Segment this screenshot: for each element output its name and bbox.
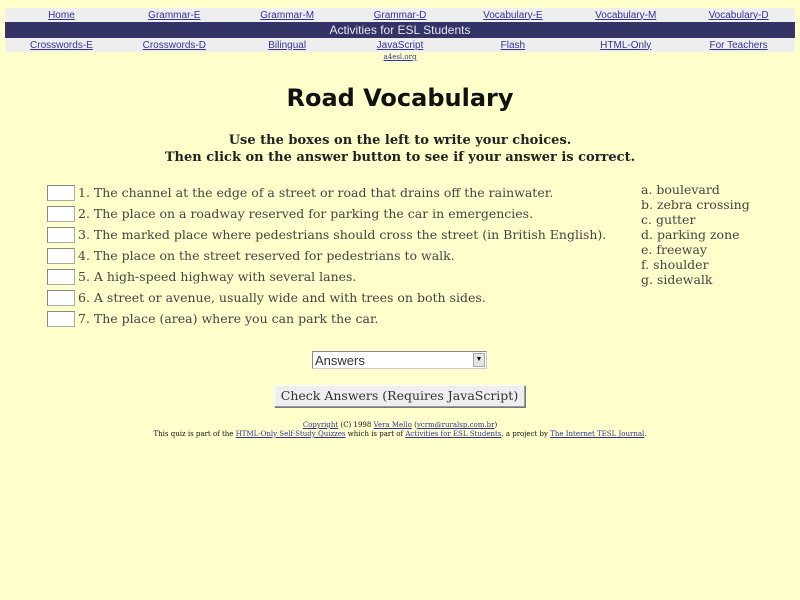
question-text: 2. The place on a roadway reserved for parking the car in emergencies. xyxy=(78,206,534,221)
question-text: 5. A high-speed highway with several lanes. xyxy=(78,269,357,284)
answer-input-1[interactable] xyxy=(47,185,75,201)
answer-input-6[interactable] xyxy=(47,290,75,306)
answer-input-3[interactable] xyxy=(47,227,75,243)
question-row xyxy=(47,266,606,287)
question-row xyxy=(47,224,606,245)
footer xyxy=(0,421,800,439)
choice-item: b. zebra crossing xyxy=(641,197,750,212)
nav-link-for-teachers[interactable]: For Teachers xyxy=(709,39,768,51)
choice-item: g. sidewalk xyxy=(641,272,713,287)
choice-item: e. freeway xyxy=(641,242,707,257)
answer-input-2[interactable] xyxy=(47,206,75,222)
answers-select[interactable] xyxy=(312,351,487,369)
nav-link-grammar-m[interactable]: Grammar-M xyxy=(260,9,315,21)
answers-select-value: Answers xyxy=(315,352,365,368)
question-row xyxy=(47,182,606,203)
second-nav-row xyxy=(5,38,795,52)
instructions-line-2: Then click on the answer button to see if your answer is correct. xyxy=(164,150,636,165)
question-text: 6. A street or avenue, usually wide and with trees on both sides. xyxy=(78,290,486,305)
question-text: 4. The place on the street reserved for pedestrians to walk. xyxy=(78,248,455,263)
footer-line-2: This quiz is part of the HTML-Only Self-Study Quizzes which is part of Activities for ESL Students, a project by The Internet TESL Journal. xyxy=(153,430,647,438)
copyright-link[interactable]: Copyright xyxy=(302,421,339,429)
email-link[interactable]: vcrm@ruralsp.com.br xyxy=(416,421,495,429)
question-row xyxy=(47,287,606,308)
author-link[interactable]: Vera Mello xyxy=(373,421,412,429)
tesl-journal-link[interactable]: The Internet TESL Journal xyxy=(550,430,645,438)
nav-link-vocabulary-d[interactable]: Vocabulary-D xyxy=(708,9,769,21)
question-row xyxy=(47,203,606,224)
answer-input-4[interactable] xyxy=(47,248,75,264)
choice-list xyxy=(641,182,750,287)
nav-link-vocabulary-e[interactable]: Vocabulary-E xyxy=(483,9,543,21)
quizzes-link[interactable]: HTML-Only Self-Study Quizzes xyxy=(235,430,346,438)
a4esl-link-wrap xyxy=(0,53,800,61)
choice-item: a. boulevard xyxy=(641,182,720,197)
question-text: 7. The place (area) where you can park the car. xyxy=(78,311,379,326)
nav-link-javascript[interactable]: JavaScript xyxy=(376,39,424,51)
choice-item: f. shoulder xyxy=(641,257,709,272)
site-banner: Activities for ESL Students xyxy=(5,22,795,38)
answer-input-5[interactable] xyxy=(47,269,75,285)
choice-item: d. parking zone xyxy=(641,227,740,242)
nav-link-bilingual[interactable]: Bilingual xyxy=(268,39,307,51)
nav-link-home[interactable]: Home xyxy=(48,9,75,21)
nav-link-grammar-e[interactable]: Grammar-E xyxy=(148,9,201,21)
a4esl-link[interactable]: a4esl.org xyxy=(383,53,417,61)
answer-input-7[interactable] xyxy=(47,311,75,327)
nav-link-crosswords-e[interactable]: Crosswords-E xyxy=(30,39,93,51)
check-answers-button[interactable]: Check Answers (Requires JavaScript) xyxy=(274,385,525,407)
nav-link-crosswords-d[interactable]: Crosswords-D xyxy=(142,39,206,51)
nav-link-flash[interactable]: Flash xyxy=(500,39,526,51)
question-row xyxy=(47,308,606,329)
instructions xyxy=(0,132,800,166)
nav-link-vocabulary-m[interactable]: Vocabulary-M xyxy=(595,9,657,21)
nav-link-grammar-d[interactable]: Grammar-D xyxy=(373,9,427,21)
top-nav-row xyxy=(5,8,795,22)
choice-item: c. gutter xyxy=(641,212,696,227)
page-title: Road Vocabulary xyxy=(286,84,514,112)
footer-line-1: Copyright (C) 1998 Vera Mello (vcrm@ruralsp.com.br) xyxy=(302,421,498,429)
question-list xyxy=(47,182,606,329)
activities-link[interactable]: Activities for ESL Students xyxy=(405,430,502,438)
question-text: 3. The marked place where pedestrians should cross the street (in British English). xyxy=(78,227,607,242)
nav-link-html-only[interactable]: HTML-Only xyxy=(600,39,652,51)
instructions-line-1: Use the boxes on the left to write your choices. xyxy=(228,133,572,148)
question-text: 1. The channel at the edge of a street or road that drains off the rainwater. xyxy=(78,185,554,200)
question-row xyxy=(47,245,606,266)
dropdown-arrow-icon[interactable]: ▼ xyxy=(473,353,485,367)
